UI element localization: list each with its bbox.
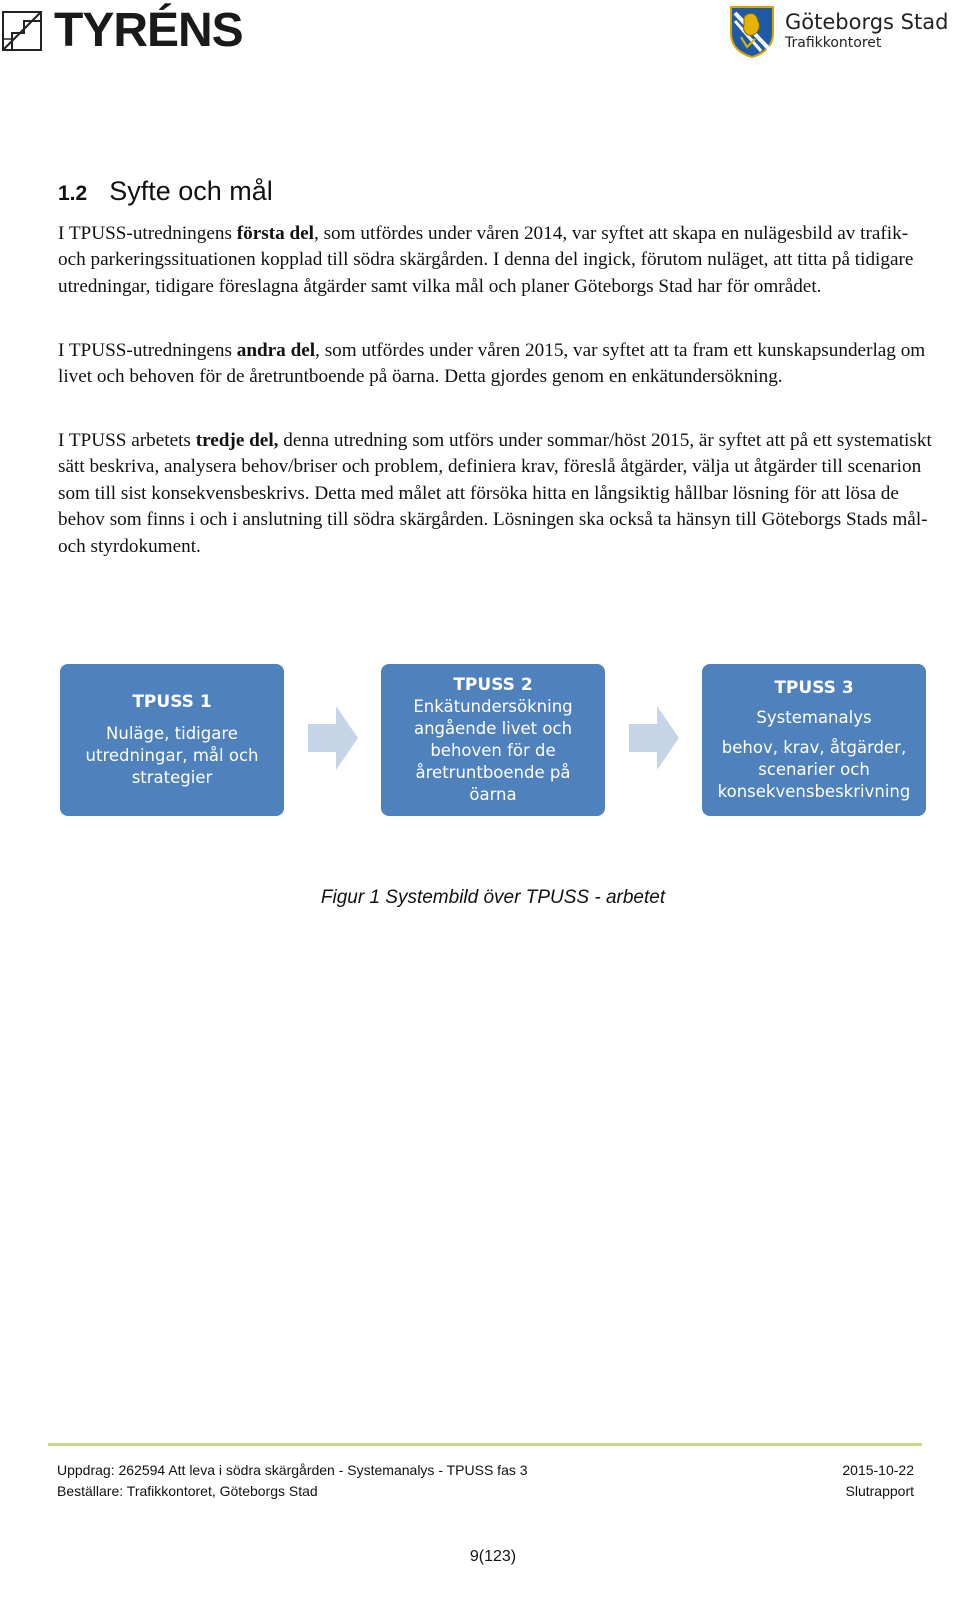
footer-date: 2015-10-22 [842, 1462, 914, 1478]
footer-assignment: Uppdrag: 262594 Att leva i södra skärgården - Systemanalys - TPUSS fas 3 [57, 1462, 528, 1478]
paragraph-text: denna utredning som utförs under sommar/höst 2015, är syftet att på ett systematiskt sätt beskriva, analysera behov/briser och problem, definiera krav, föreslå åtgärder, välja ut åtgärder till scenarion som till sist konsekvensbeskrivs. Detta med målet att försöka hitta en långsiktig hållbar lösning för att lösa de behov som finns i och i anslutning till södra skärgården. Lösningen ska också ta hänsyn till Göteborgs Stads mål- och styrdokument. [58, 430, 932, 557]
section-number: 1.2 [58, 182, 88, 205]
arrow-right-icon [308, 706, 358, 770]
tyrens-wordmark: TYRÉNS [54, 4, 243, 57]
arrow-right-icon [629, 706, 679, 770]
paragraph-bold: andra del [236, 340, 316, 361]
trafikkontoret-label: Trafikkontoret [785, 35, 882, 51]
page-number: 9(123) [469, 1548, 517, 1565]
paragraph-bold: tredje del, [195, 430, 279, 451]
box-body: Nuläge, tidigare utredningar, mål och strategier [85, 724, 259, 787]
tpuss-3-box [702, 664, 926, 816]
paragraph-text: I TPUSS arbetets [58, 430, 196, 451]
paragraph-second-part [58, 338, 938, 391]
box-subtitle: Systemanalys [756, 708, 872, 727]
goteborgs-stad-logo [727, 2, 959, 60]
paragraph-text: I TPUSS-utredningens [58, 223, 237, 244]
city-crest-icon [727, 3, 777, 59]
box-title: TPUSS 2 [453, 675, 533, 695]
figure-caption: Figur 1 Systembild över TPUSS - arbetet [320, 887, 666, 908]
tyrens-mark-icon [2, 11, 42, 51]
tpuss-2-box [381, 664, 605, 816]
paragraph-first-part [58, 221, 938, 300]
box-body: Enkätundersökning angående livet och behoven för de åretruntboende på öarna [413, 697, 573, 804]
box-title: TPUSS 1 [132, 692, 212, 712]
paragraph-text: , som utfördes under våren 2015, var syftet att ta fram ett kunskapsunderlag om livet och behoven för de åretruntboende på öarna. Detta gjordes genom en enkätundersökning. [58, 340, 926, 388]
paragraph-third-part [58, 428, 938, 560]
box-body: behov, krav, åtgärder, scenarier och konsekvensbeskrivning [717, 738, 911, 801]
tpuss-1-box [60, 664, 284, 816]
goteborgs-stad-name: Göteborgs Stad [785, 10, 949, 34]
section-title: Syfte och mål [109, 176, 273, 206]
paragraph-bold: första del [236, 223, 314, 244]
footer-client: Beställare: Trafikkontoret, Göteborgs Stad [57, 1483, 318, 1499]
paragraph-text: I TPUSS-utredningens [58, 340, 237, 361]
footer-divider [48, 1443, 922, 1446]
footer-report-type: Slutrapport [845, 1483, 914, 1499]
paragraph-text: , som utfördes under våren 2014, var syftet att skapa en nulägesbild av trafik- och parkeringssituationen kopplad till södra skärgården. I denna del ingick, förutom nuläget, att titta på tidigare utredningar, tidigare föreslagna åtgärder samt vilka mål och planer Göteborgs Stad har för området. [58, 223, 914, 297]
box-title: TPUSS 3 [774, 678, 854, 698]
tyrens-logo [2, 4, 243, 57]
section-heading [58, 176, 273, 207]
